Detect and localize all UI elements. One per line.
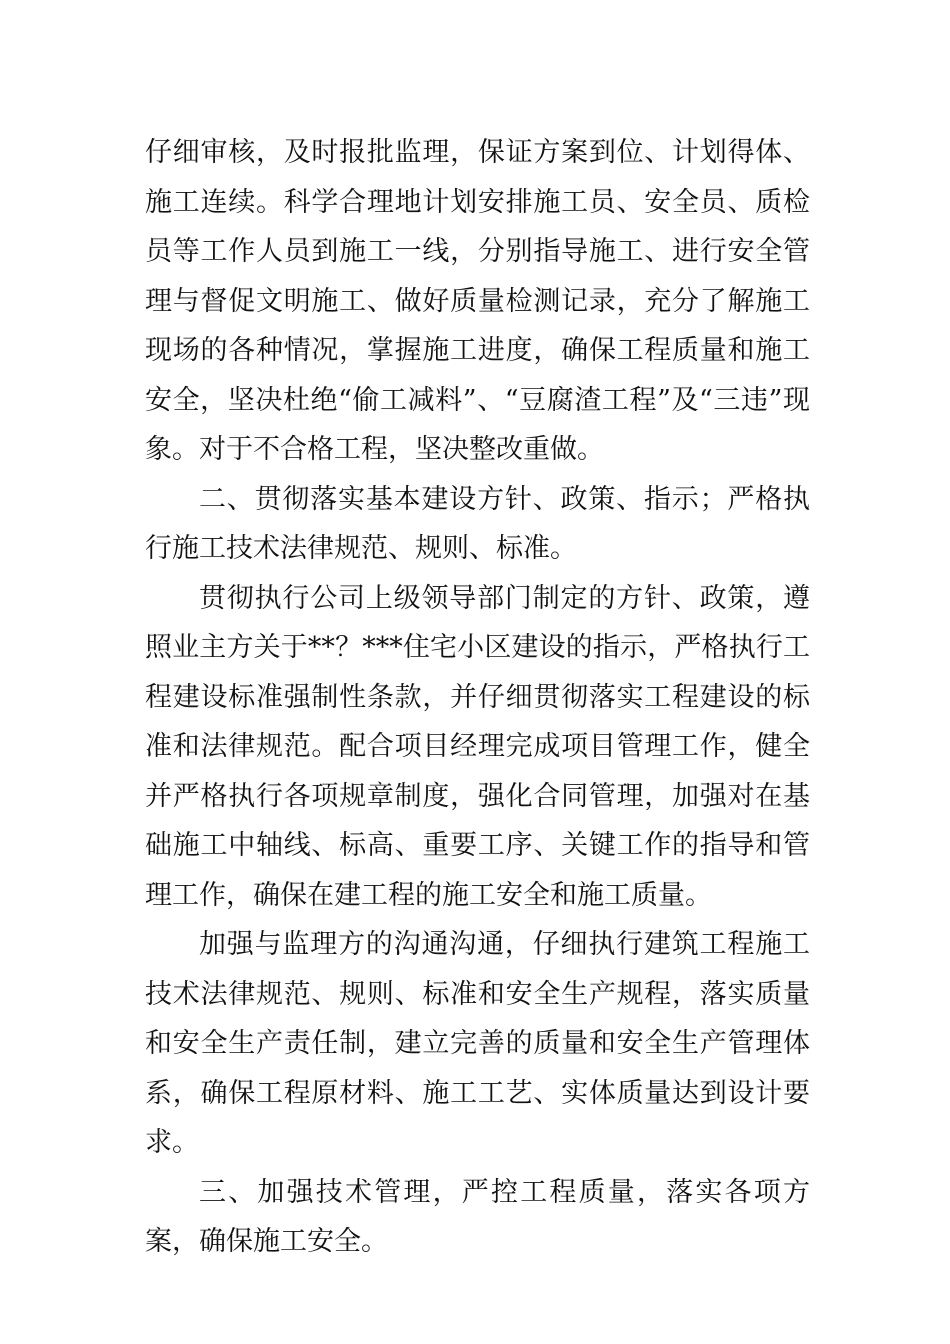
paragraph-supervision-communication: 加强与监理方的沟通沟通，仔细执行建筑工程施工技术法律规范、规则、标准和安全生产规程，落实质量和安全生产责任制，建立完善的质量和安全生产管理体系，确保工程原材料、施工工艺、实体质量达到设计要求。 bbox=[145, 929, 810, 1158]
paragraph-policy-execution: 贯彻执行公司上级领导部门制定的方针、政策，遵照业主方关于**？***住宅小区建设的指示，严格执行工程建设标准强制性条款，并仔细贯彻落实工程建设的标准和法律规范。配合项目经理完成项目管理工作，健全并严格执行各项规章制度，强化合同管理，加强对在基础施工中轴线、标高、重要工序、关键工作的指导和管理工作，确保在建工程的施工安全和施工质量。 bbox=[145, 582, 810, 911]
section-heading-two: 二、贯彻落实基本建设方针、政策、指示；严格执行施工技术法律规范、规则、标准。 bbox=[145, 483, 810, 564]
document-body bbox=[145, 128, 810, 1267]
section-heading-three: 三、加强技术管理，严控工程质量，落实各项方案，确保施工安全。 bbox=[145, 1176, 810, 1257]
paragraph-continuation: 仔细审核，及时报批监理，保证方案到位、计划得体、施工连续。科学合理地计划安排施工员、安全员、质检员等工作人员到施工一线，分别指导施工、进行安全管理与督促文明施工、做好质量检测记录，充分了解施工现场的各种情况，掌握施工进度，确保工程质量和施工安全，坚决杜绝“偷工减料”、“豆腐渣工程”及“三违”现象。对于不合格工程，坚决整改重做。 bbox=[145, 137, 810, 465]
